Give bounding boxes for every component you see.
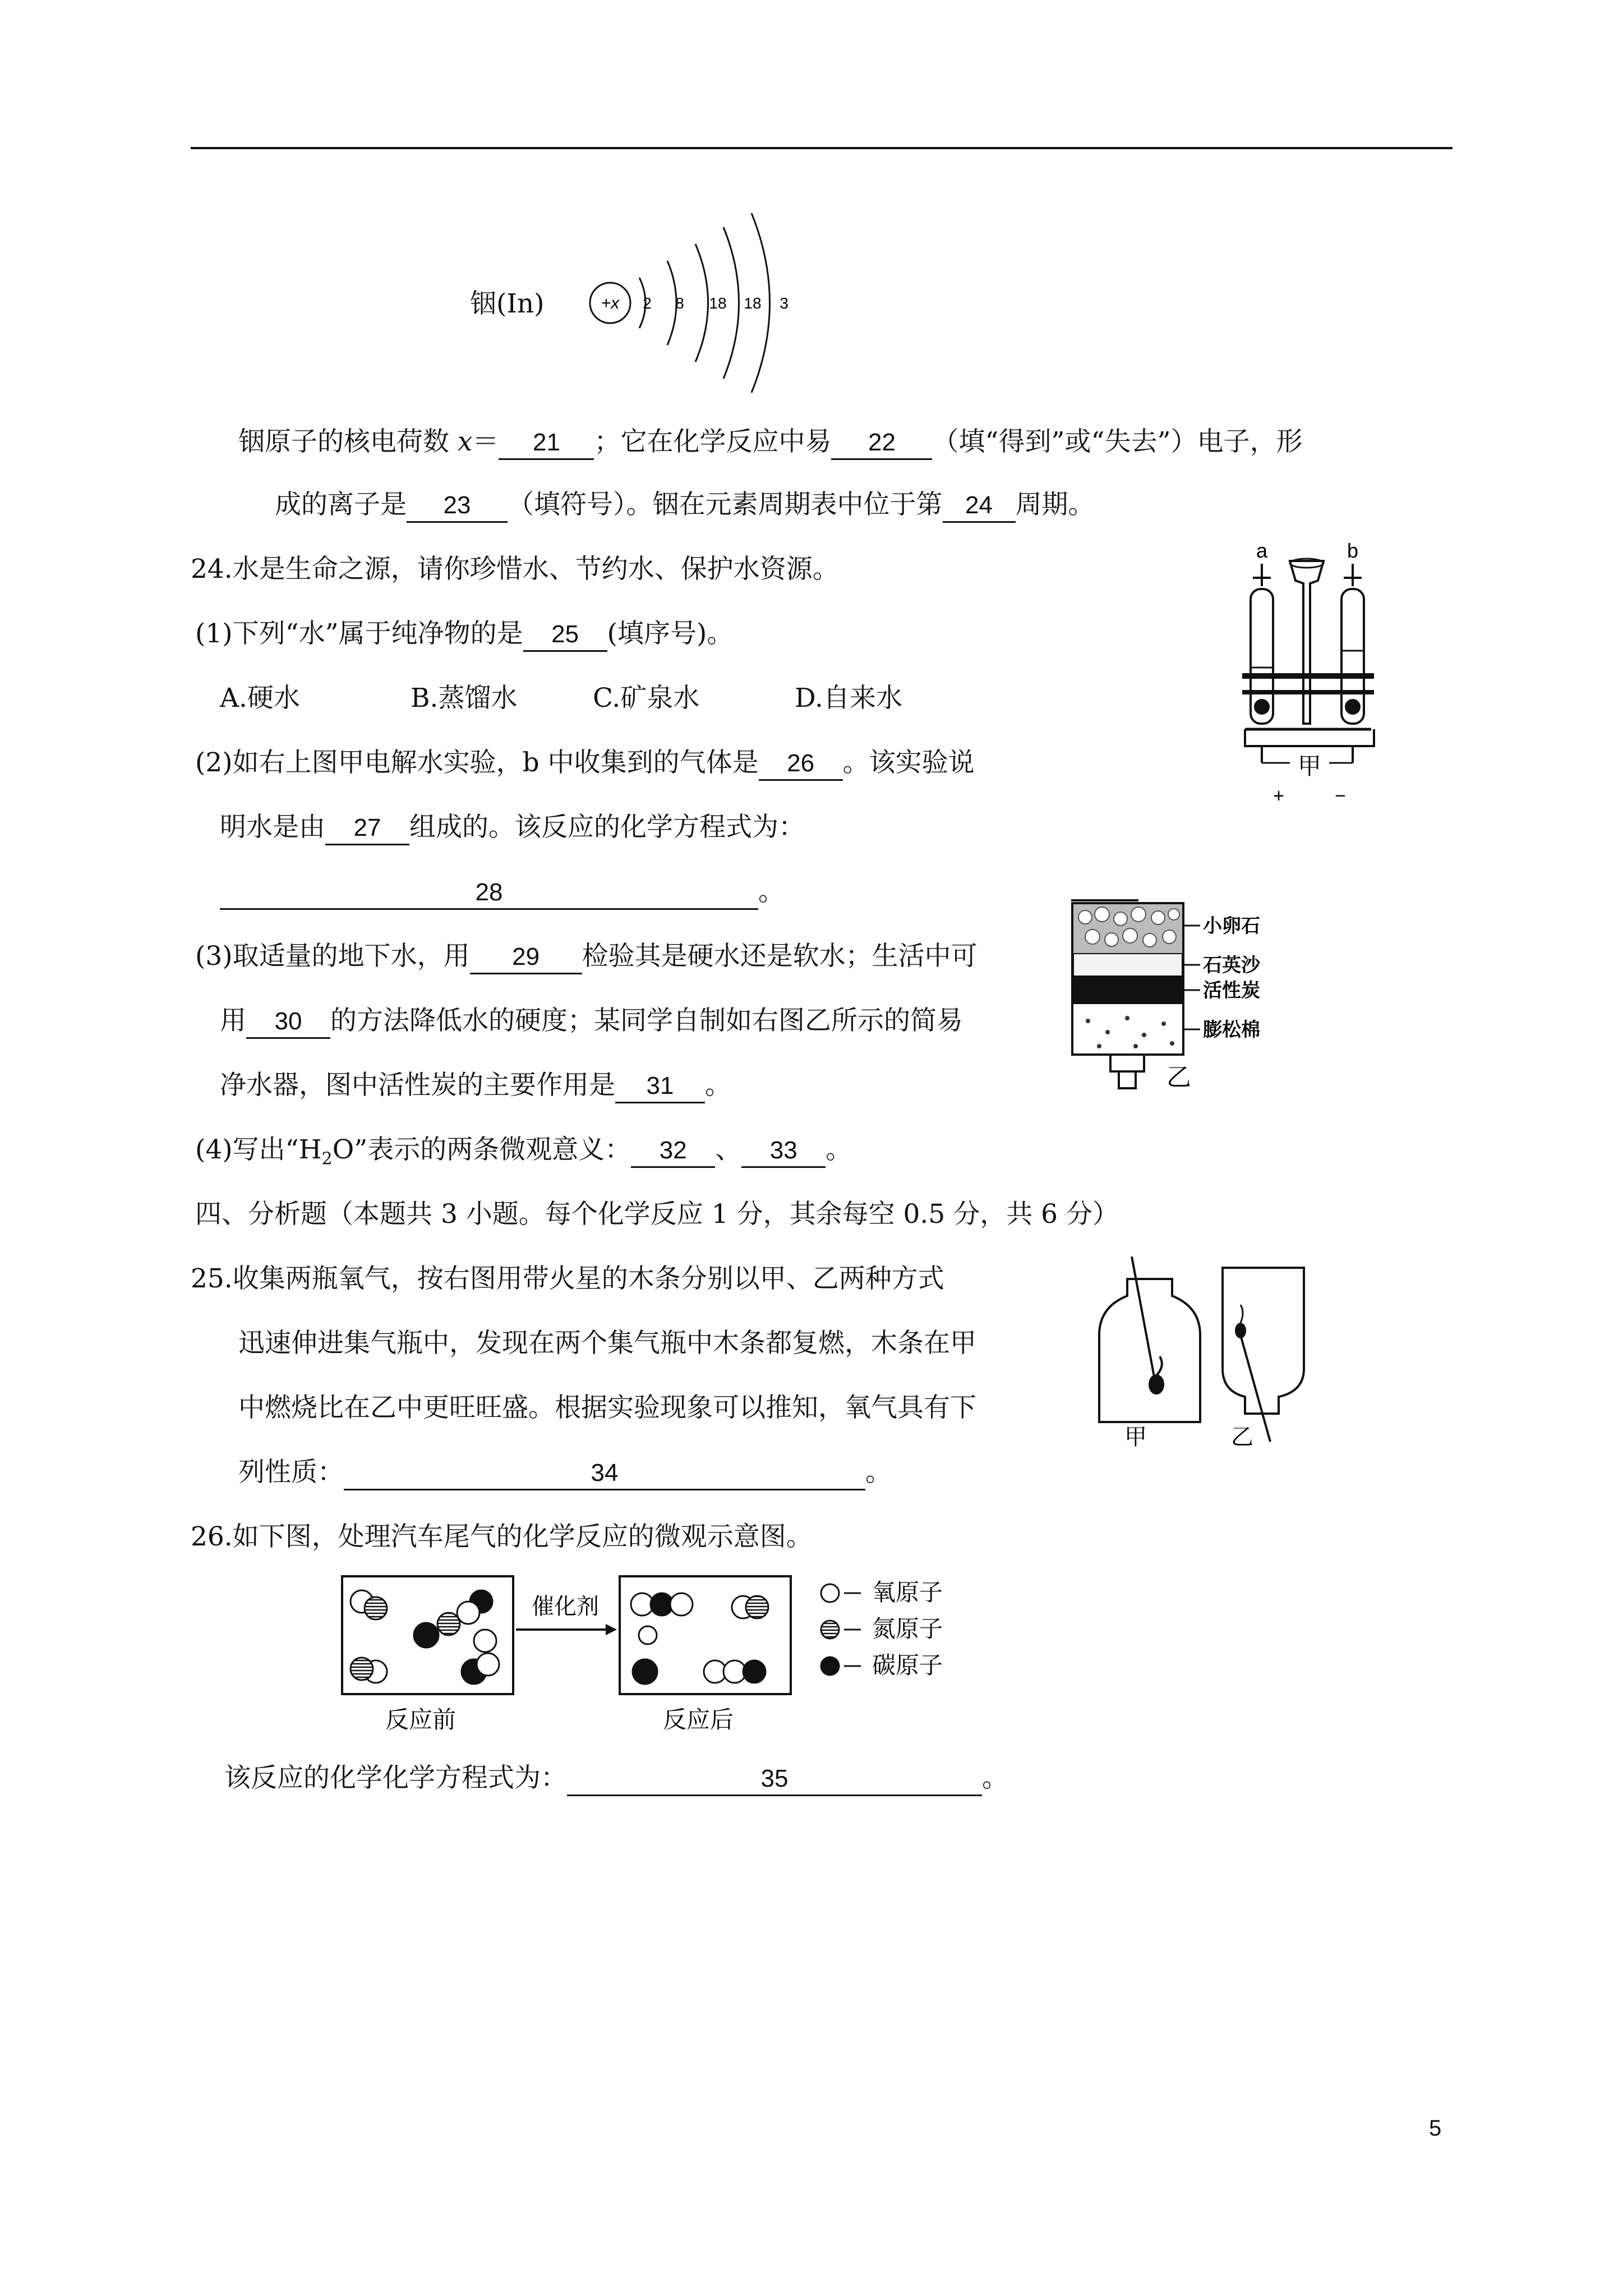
label-b: b [1347,539,1359,562]
before-label: 反应前 [385,1706,457,1733]
shell-3: 18 [709,295,727,312]
label-a: a [1256,539,1268,562]
water-filter-figure [1066,892,1267,1105]
option-c: C.矿泉水 [593,683,700,714]
q24-options [220,682,902,715]
legend-nitrogen: 氮原子 [872,1616,943,1642]
label-yi: 乙 [1231,1425,1253,1450]
shell-4: 18 [744,295,762,312]
blank-28[interactable]: 28 [220,877,758,910]
layer-sand: 石英沙 [1203,955,1260,976]
label-plus: + [1273,785,1284,807]
q25-line-4: 列性质： 34 。 [238,1456,892,1490]
header-rule [191,147,1453,149]
q24-part-2-line-2: 明水是由 27 组成的。该反应的化学方程式为： [220,811,805,845]
q23-line-2: 成的离子是 23 （填符号）。铟在元素周期表中位于第 24 周期。 [275,488,1095,523]
shell-1: 2 [643,295,652,312]
label-yi: 乙 [1166,1064,1191,1091]
q24-part-3-line-2: 用 30 的方法降低水的硬度；某同学自制如右图乙所示的简易 [220,1004,963,1039]
shell-2: 8 [675,295,684,312]
legend-carbon: 碳原子 [872,1652,943,1678]
label-minus: − [1335,785,1346,807]
layer-cotton: 膨松棉 [1203,1019,1260,1041]
q24-part-2-line-3: 28 。 [220,875,785,910]
blank-21[interactable]: 21 [499,427,594,460]
electrolysis-apparatus-figure [1228,539,1396,808]
option-a: A.硬水 [220,683,300,714]
layer-pebbles: 小卵石 [1203,915,1260,937]
option-d: D.自来水 [795,683,902,714]
nucleus-label: +x [601,294,620,312]
blank-31[interactable]: 31 [615,1070,705,1103]
q24-part-1: (1)下列“水”属于纯净物的是 25 (填序号)。 [195,617,733,652]
blank-30[interactable]: 30 [246,1006,330,1039]
catalyst-label: 催化剂 [532,1594,599,1619]
option-b: B.蒸馏水 [411,683,518,714]
q26-equation-line: 该反应的化学化学方程式为： 35 。 [224,1761,1008,1796]
layer-carbon: 活性炭 [1203,980,1260,1001]
page-number: 5 [1429,2116,1442,2141]
after-label: 反应后 [662,1706,734,1733]
blank-34[interactable]: 34 [344,1457,865,1490]
blank-33[interactable]: 33 [741,1135,826,1168]
q24-part-2-line-1: (2)如右上图甲电解水实验，b 中收集到的气体是 26 。该实验说 [195,746,975,781]
label-jia: 甲 [1124,1425,1147,1450]
reaction-microscopic-figure [336,1568,1009,1742]
gas-bottles-figure [1094,1257,1318,1464]
q24-part-4: (4)写出“$H_2O$”表示的两条微观意义： 32 、 33 。 [195,1134,852,1169]
blank-35[interactable]: 35 [567,1763,982,1796]
q24-part-3-line-1: (3)取适量的地下水，用 29 检验其是硬水还是软水；生活中可 [195,940,978,974]
q25-line-2: 迅速伸进集气瓶中，发现在两个集气瓶中木条都复燃，木条在甲 [238,1328,976,1359]
blank-29[interactable]: 29 [470,941,582,974]
blank-27[interactable]: 27 [325,812,409,845]
blank-25[interactable]: 25 [523,619,607,652]
q24-title: 24.水是生命之源，请你珍惜水、节约水、保护水资源。 [191,554,839,585]
label-jia: 甲 [1297,753,1322,779]
q25-line-1: 25.收集两瓶氧气，按右图用带火星的木条分别以甲、乙两种方式 [191,1263,944,1294]
section-4-title: 四、分析题（本题共 3 小题。每个化学反应 1 分，其余每空 0.5 分，共 6 分） [195,1199,1119,1230]
blank-24[interactable]: 24 [943,490,1016,523]
legend-oxygen: 氧原子 [872,1579,943,1605]
blank-23[interactable]: 23 [407,490,508,523]
atom-element-label: 铟(In) [470,288,545,319]
shell-5: 3 [780,295,789,312]
blank-26[interactable]: 26 [759,748,843,781]
blank-22[interactable]: 22 [831,427,932,460]
q23-line-1: 铟原子的核电荷数 x＝ 21 ；它在化学反应中易 22 （填“得到”或“失去”）电子，形 [238,425,1303,460]
atom-structure-diagram [583,208,808,398]
blank-32[interactable]: 32 [631,1135,715,1168]
q24-part-3-line-3: 净水器，图中活性炭的主要作用是 31 。 [220,1069,731,1103]
q25-line-3: 中燃烧比在乙中更旺旺盛。根据实验现象可以推知，氧气具有下 [238,1392,976,1423]
q26-title: 26.如下图，处理汽车尾气的化学反应的微观示意图。 [191,1521,813,1552]
